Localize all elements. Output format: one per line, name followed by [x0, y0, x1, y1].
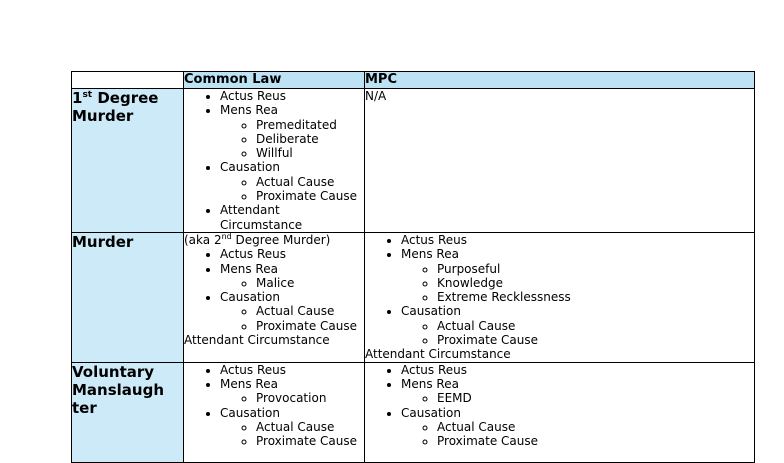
- sub-list-item: ◦ Malice: [256, 276, 364, 290]
- sub-list-item: ◦ Extreme Recklessness: [437, 290, 754, 304]
- list-item: • Actus Reus: [401, 233, 754, 247]
- sub-list: [401, 262, 754, 305]
- list-item: • Causation ◦ Actual Cause ◦ Proximate Cause: [401, 406, 754, 449]
- list-item: • Mens Rea ◦ Malice: [220, 262, 364, 291]
- header-corner-cell: [72, 72, 184, 89]
- sub-list-item: ◦ Provocation: [256, 391, 364, 405]
- row-label-voluntary-manslaughter: Voluntary Manslaughter: [72, 362, 184, 462]
- sub-list-item: ◦ Knowledge: [437, 276, 754, 290]
- sub-list: [401, 391, 754, 405]
- mpc-cell: [365, 232, 755, 362]
- mpc-footer: Attendant Circumstance: [365, 347, 511, 362]
- sub-list-item: ◦ Proximate Cause: [256, 319, 364, 333]
- table-header-row: [72, 72, 755, 89]
- list-item: • Causation ◦ Actual Cause ◦ Proximate Cause: [401, 304, 754, 347]
- row-label-first-degree-murder: [72, 89, 184, 233]
- common-law-cell: [184, 232, 365, 362]
- mpc-cell: [365, 89, 755, 233]
- list-item: • Causation ◦ Actual Cause ◦ Proximate Cause: [220, 290, 364, 333]
- sub-list-item: ◦ Actual Cause: [256, 420, 364, 434]
- list-item: • Actus Reus: [220, 363, 364, 377]
- table-row: [72, 362, 755, 462]
- element-list: [184, 89, 364, 232]
- sub-list-item: ◦ Willful: [256, 146, 364, 160]
- sub-list-item: ◦ Proximate Cause: [256, 189, 364, 203]
- sub-list-item: ◦ Proximate Cause: [437, 434, 754, 448]
- list-item: • Mens Rea ◦ EEMD: [401, 377, 754, 406]
- label-part: Degree Murder: [72, 89, 159, 125]
- header-common-law: Common Law: [184, 72, 365, 89]
- list-item: • Attendant Circumstance: [220, 203, 364, 232]
- common-law-cell: [184, 362, 365, 462]
- sub-list-item: ◦ Actual Cause: [256, 304, 364, 318]
- common-law-note: (aka 2nd Degree Murder): [184, 231, 331, 247]
- list-item: • Causation ◦ Actual Cause ◦ Proximate Cause: [220, 160, 364, 203]
- sub-list: [401, 319, 754, 348]
- table-row: [72, 232, 755, 362]
- header-mpc: MPC: [365, 72, 755, 89]
- list-item: • Actus Reus: [401, 363, 754, 377]
- element-list: [365, 233, 754, 347]
- sub-list-item: ◦ Deliberate: [256, 132, 364, 146]
- element-list: [184, 363, 364, 449]
- common-law-cell: [184, 89, 365, 233]
- sub-list-item: ◦ Premeditated: [256, 118, 364, 132]
- sub-list-item: ◦ Proximate Cause: [437, 333, 754, 347]
- list-item: • Mens Rea ◦ Premeditated ◦ Deliberate ◦ Willful: [220, 103, 364, 160]
- sub-list: [220, 391, 364, 405]
- mpc-cell: [365, 362, 755, 462]
- list-item: • Causation ◦ Actual Cause ◦ Proximate Cause: [220, 406, 364, 449]
- sub-list-item: ◦ Actual Cause: [256, 175, 364, 189]
- mpc-note: N/A: [365, 89, 387, 103]
- list-item: • Actus Reus: [220, 247, 364, 261]
- sub-list: [220, 118, 364, 161]
- sub-list-item: ◦ Purposeful: [437, 262, 754, 276]
- label-part: 1: [72, 89, 83, 107]
- sub-list: [220, 420, 364, 449]
- sub-list-item: ◦ EEMD: [437, 391, 754, 405]
- element-list: [365, 363, 754, 449]
- element-list: [184, 247, 364, 333]
- list-item: • Mens Rea ◦ Provocation: [220, 377, 364, 406]
- common-law-footer: Attendant Circumstance: [184, 333, 330, 348]
- table-row: [72, 89, 755, 233]
- sub-list-item: ◦ Actual Cause: [437, 420, 754, 434]
- list-item: • Mens Rea ◦ Purposeful ◦ Knowledge ◦ Extreme Recklessness: [401, 247, 754, 304]
- label-superscript: st: [82, 90, 93, 100]
- sub-list: [220, 276, 364, 290]
- homicide-comparison-table: [71, 71, 755, 463]
- list-item: • Actus Reus: [220, 89, 364, 103]
- row-label-murder: Murder: [72, 232, 184, 362]
- sub-list: [220, 304, 364, 333]
- sub-list-item: ◦ Proximate Cause: [256, 434, 364, 448]
- sub-list: [401, 420, 754, 449]
- sub-list: [220, 175, 364, 204]
- sub-list-item: ◦ Actual Cause: [437, 319, 754, 333]
